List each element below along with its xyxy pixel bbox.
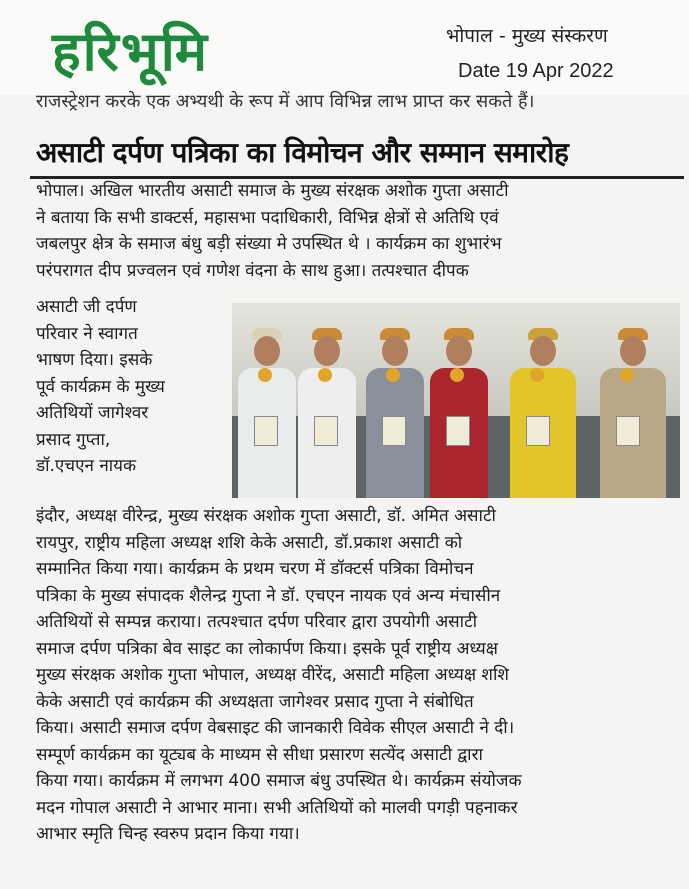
article-side-column <box>36 294 226 480</box>
article-body-paragraph <box>36 503 686 848</box>
article-line: मदन गोपाल असाटी ने आभार माना। सभी अतिथियों को मालवी पगड़ी पहनाकर <box>36 797 518 818</box>
article-line: भोपाल। अखिल भारतीय असाटी समाज के मुख्य संरक्षक अशोक गुप्ता असाटी <box>36 181 509 201</box>
article-line: किया। असाटी समाज दर्पण वेबसाइट की जानकारी विवेक सीएल असाटी ने दी। <box>36 718 515 738</box>
edition-label: भोपाल - मुख्य संस्करण <box>446 25 608 47</box>
article-line: केके असाटी एवं कार्यक्रम की अध्यक्षता जागेश्वर प्रसाद गुप्ता ने संबोधित <box>36 691 474 712</box>
article-line: सम्मानित किया गया। कार्यक्रम के प्रथम चरण में डॉक्टर्स पत्रिका विमोचन <box>36 559 474 579</box>
masthead <box>0 0 689 95</box>
article-line: परिवार ने स्वागत <box>36 323 138 344</box>
newspaper-logo: हरिभूमि <box>52 20 209 83</box>
article-line: रायपुर, राष्ट्रीय महिला अध्यक्ष शशि केके असाटी, डॉ.प्रकाश असाटी को <box>36 532 463 553</box>
article-line: समाज दर्पण पत्रिका बेव साइट का लोकार्पण किया। इसके पूर्व राष्ट्रीय अध्यक्ष <box>36 638 498 659</box>
photo-person <box>366 328 424 498</box>
previous-article-cutoff-line: राजस्ट्रेशन करके एक अभ्यथी के रूप में आप विभिन्न लाभ प्राप्त कर सकते हैं। <box>36 91 535 112</box>
article-lead-paragraph <box>36 178 684 284</box>
photo-person <box>510 328 576 498</box>
article-line: परंपरागत दीप प्रज्वलन एवं गणेश वंदना के साथ हुआ। तत्पश्चात दीपक <box>36 260 469 281</box>
publication-date: Date 19 Apr 2022 <box>458 60 614 82</box>
article-line: पूर्व कार्यक्रम के मुख्य <box>36 376 165 397</box>
article-line: जबलपुर क्षेत्र के समाज बंधु बड़ी संख्या मे उपस्थित थे । कार्यक्रम का शुभारंभ <box>36 234 502 254</box>
article-line: प्रसाद गुप्ता, <box>36 429 111 450</box>
event-photo <box>232 303 680 498</box>
article-line: ने बताया कि सभी डाक्टर्स, महासभा पदाधिकारी, विभिन्न क्षेत्रों से अतिथि एवं <box>36 207 499 228</box>
article-line: अतिथियों से सम्पन्न कराया। तत्पश्चात दर्पण परिवार द्वारा उपयोगी असाटी <box>36 612 478 632</box>
photo-person <box>298 328 356 498</box>
article-line: डॉ.एचएन नायक <box>36 456 137 476</box>
article-line: किया गया। कार्यक्रम में लगभग 400 समाज बंधु उपस्थित थे। कार्यक्रम संयोजक <box>36 771 522 791</box>
article-line: भाषण दिया। इसके <box>36 350 153 370</box>
article-line: मुख्य संरक्षक अशोक गुप्ता भोपाल, अध्यक्ष वीरेंद, असाटी महिला अध्यक्ष शशि <box>36 665 509 685</box>
article-line: इंदौर, अध्यक्ष वीरेन्द्र, मुख्य संरक्षक अशोक गुप्ता असाटी, डॉ. अमित असाटी <box>36 506 496 526</box>
photo-person <box>430 328 488 498</box>
article-line: असाटी जी दर्पण <box>36 297 137 317</box>
photo-person <box>238 328 296 498</box>
article-line: आभार स्मृति चिन्ह स्वरुप प्रदान किया गया। <box>36 824 300 844</box>
article-line: सम्पूर्ण कार्यक्रम का यूट्यब के माध्यम से सीधा प्रसारण सत्येंद असाटी द्वारा <box>36 744 483 765</box>
article-headline: असाटी दर्पण पत्रिका का विमोचन और सम्मान समारोह <box>36 136 569 169</box>
photo-person <box>600 328 666 498</box>
article-line: अतिथियों जागेश्वर <box>36 403 149 423</box>
article-line: पत्रिका के मुख्य संपादक शैलेन्द्र गुप्ता ने डॉ. एचएन नायक एवं अन्य मंचासीन <box>36 585 501 606</box>
